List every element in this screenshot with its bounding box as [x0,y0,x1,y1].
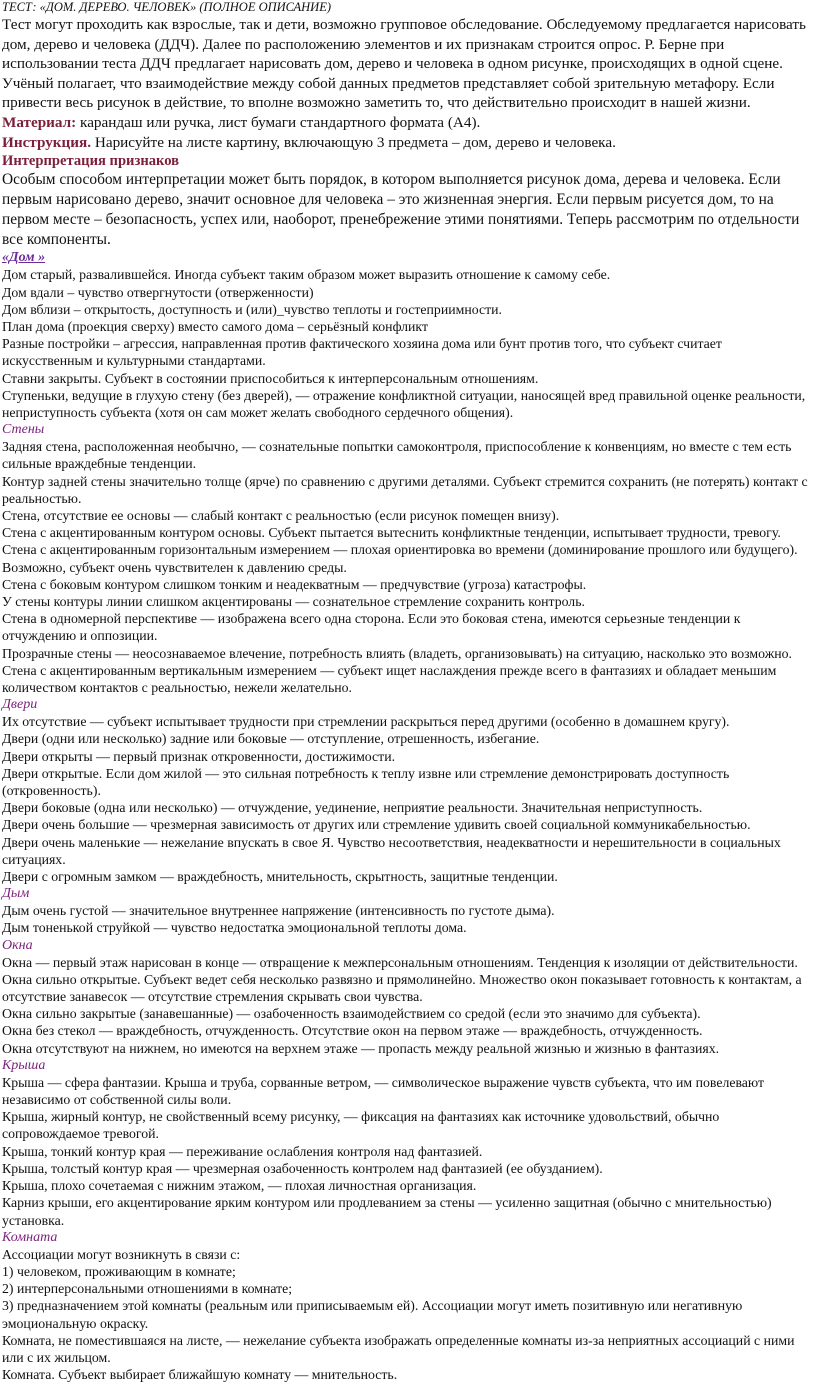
intro-paragraph: Тест могут проходить как взрослые, так и дети, возможно групповое обследование. Обследуемому предлагается нарисовать дом, дерево и человека (ДДЧ). Далее по расположению элементов и их признакам строится опрос. Р. Берне при использовании теста ДДЧ предлагает нарисовать дом, дерево и человека в одном рисунке, происходящих в одной сцене. Учёный полагает, что взаимодействие между собой данных предметов представляет собой зрительную метафору. Если привести весь рисунок в действие, то вполне возможно заметить то, что действительно происходит в нашей жизни. [2,16,806,112]
document-title: ТЕСТ: «ДОМ. ДЕРЕВО. ЧЕЛОВЕК» (ПОЛНОЕ ОПИСАНИЕ) [2,0,332,14]
list-item: У стены контуры линии слишком акцентированы — сознательное стремление сохранить контроль. [2,594,585,609]
list-item: Двери с огромным замком — враждебность, мнительность, скрытность, защитные тенденции. [2,869,558,885]
instruction-label: Инструкция. [2,133,92,151]
material-text: карандаш или ручка, лист бумаги стандартного формата (А4). [76,113,481,131]
list-item: Окна сильно закрытые (занавешанные) — озабоченность взаимодействием со средой (если это значимо для субъекта). [2,1006,701,1022]
list-item: Дом старый, развалившейся. Иногда субъект таким образом может выразить отношение к самому себе. [2,267,611,283]
section-heading-okna: Окна [2,937,33,953]
list-item: Комната, не поместившаяся на листе, — нежелание субъекта изображать определенные комнаты из-за неприятных ассоциаций с ними или с их жильцом. [2,1332,795,1365]
list-item: Стена, отсутствие ее основы — слабый контакт с реальностью (если рисунок помещен внизу). [2,507,560,523]
list-item: 1) человеком, проживающим в комнате; [2,1263,236,1279]
list-item: Стена с акцентированным горизонтальным измерением — плохая ориентировка во времени (доминирование прошлого или будущего). Возможно, субъект очень чувствителен к давлению среды. [2,542,798,575]
section-steny [2,438,814,696]
list-item: Задняя стена, расположенная необычно, — сознательные попытки самоконтроля, приспособление к конвенциям, но вместе с тем есть сильные враждебные тенденции. [2,439,792,472]
list-item: 2) интерперсональными отношениями в комнате; [2,1281,293,1297]
list-item: Дым очень густой — значительное внутреннее напряжение (интенсивность по густоте дыма). [2,903,555,919]
list-item: Крыша, плохо сочетаемая с нижним этажом, — плохая личностная организация. [2,1178,477,1194]
material-line [2,113,814,133]
interpretation-paragraph: Особым способом интерпретации может быть порядок, в котором выполняется рисунок дома, дерева и человека. Если первым нарисовано дерево, значит основное для человека – это жизненная энергия. Если первым рисуется дом, то на первом месте – безопасность, успех или, наоборот, пренебрежение этими понятиями. Теперь рассмотрим по отдельности все компоненты. [2,171,800,248]
list-item: Комната. Субъект выбирает ближайшую комнату — мнительность. [2,1367,398,1383]
section-heading-krysha: Крыша [2,1057,46,1073]
list-item: Двери открыты — первый признак откровенности, достижимости. [2,748,396,764]
list-item: Стена с боковым контуром слишком тонким и неадекватным — предчувствие (угроза) катастрофы. [2,576,587,592]
section-dym [2,902,814,936]
list-item: Двери очень маленькие — нежелание впускать в свое Я. Чувство несоответствия, неадекватности и нерешительности в социальных ситуациях. [2,834,781,867]
list-item: Окна — первый этаж нарисован в конце — отвращение к межперсональным отношениям. Тенденция к изоляции от действительности. [2,954,798,970]
list-item: Окна сильно открытые. Субъект ведет себя несколько развязно и прямолинейно. Множество окон показывает готовность к контактам, а отсутствие занавесок — отсутствие стремления скрывать свои чувства. [2,971,802,1005]
section-okna [2,954,814,1057]
list-item: Ассоциации могут возникнуть в связи с: [2,1246,241,1262]
list-item: Стена в одномерной перспективе — изображена всего одна сторона. Если это боковая стена, имеются серьезные тенденции к отчуждению и оппозиции. [2,611,741,644]
section-heading-komnata: Комната [2,1229,58,1245]
list-item: Двери открытые. Если дом жилой — это сильная потребность к теплу извне или стремление демонстрировать доступность (откровенность). [2,765,730,799]
list-item: Крыша, жирный контур, не свойственный всему рисунку, — фиксация на фантазиях как источнике удовольствий, обычно сопровождаемое тревогой. [2,1109,720,1142]
list-item: Стена с акцентированным контуром основы. Субъект пытается вытеснить конфликтные тенденции, испытывает трудности, тревогу. [2,525,781,541]
list-item: Двери (одни или несколько) задние или боковые — отступление, отрешенность, избегание. [2,731,540,747]
list-item: Ступеньки, ведущие в глухую стену (без дверей), — отражение конфликтной ситуации, наносящей вред правильной оценке реальности, неприступность субъекта (хотя он сам может желать свободного сердечного общения). [2,387,806,420]
list-item: Дом вдали – чувство отвергнутости (отверженности) [2,284,314,300]
list-item: Крыша — сфера фантазии. Крыша и труба, сорванные ветром, — символическое выражение чувств субъекта, что им повелевают независимо от собственной силы воли. [2,1074,765,1108]
list-item: Окна без стекол — враждебность, отчужденность. Отсутствие окон на первом этаже — враждебность, отчужденность. [2,1023,703,1039]
list-item: Дым тоненькой струйкой — чувство недостатка эмоциональной теплоты дома. [2,920,467,936]
list-item: Ставни закрыты. Субъект в состоянии приспособиться к интерперсональным отношениям. [2,370,539,386]
list-item: Двери очень большие — чрезмерная зависимость от других или стремление удивить своей социальной коммуникабельностью. [2,817,751,833]
material-label: Материал: [2,113,77,131]
list-item: Двери боковые (одна или несколько) — отчуждение, уединение, неприятие реальности. Значительная неприступность. [2,800,703,816]
section-heading-steny: Стены [2,422,45,438]
list-item: Стена с акцентированным вертикальным измерением — субъект ищет наслаждения прежде всего в фантазиях и обладает меньшим количеством контактов с реальностью, нежели желательно. [2,662,777,696]
list-item: Прозрачные стены — неосознаваемое влечение, потребность влиять (владеть, организовывать) на ситуацию, насколько это возможно. [2,645,792,661]
list-item: Крыша, толстый контур края — чрезмерная озабоченность контролем над фантазией (ее обузданием). [2,1160,603,1176]
list-item: Окна отсутствуют на нижнем, но имеются на верхнем этаже — пропасть между реальной жизнью и жизнью в фантазиях. [2,1040,720,1056]
section-heading-dveri: Двери [2,697,38,713]
list-item: 3) предназначением этой комнаты (реальным или приписываемым ей). Ассоциации могут иметь позитивную или негативную эмоциональную окраску. [2,1298,743,1331]
instruction-text: Нарисуйте на листе картину, включающую 3 предмета – дом, дерево и человека. [91,133,616,151]
list-item: Дом вблизи – открытость, доступность и (или)_чувство теплоты и гостеприимности. [2,301,502,317]
section-dom [2,266,814,421]
list-item: Крыша, тонкий контур края — переживание ослабления контроля над фантазией. [2,1143,483,1159]
interpretation-heading: Интерпретация признаков [2,153,180,170]
list-item: Разные постройки – агрессия, направленная против фактического хозяина дома или бунт против того, что субъект считает искусственным и культурными стандартами. [2,336,722,369]
list-item: Их отсутствие — субъект испытывает трудности при стремлении раскрыться перед другими (особенно в домашнем кругу). [2,714,730,730]
section-dveri [2,713,814,885]
list-item: Контур задней стены значительно толще (ярче) по сравнению с другими деталями. Субъект стремится сохранить (не потерять) контакт с реальностью. [2,473,808,506]
section-heading-dym: Дым [2,886,30,902]
instruction-line [2,133,814,153]
section-heading-dom: «Дом » [2,250,46,266]
section-komnata [2,1246,814,1383]
section-krysha [2,1074,814,1229]
list-item: Карниз крыши, его акцентирование ярким контуром или продлеванием за стены — усиленно защитная (обычно с мнительностью) установка. [2,1195,772,1228]
list-item: План дома (проекция сверху) вместо самого дома – серьёзный конфликт [2,318,428,334]
